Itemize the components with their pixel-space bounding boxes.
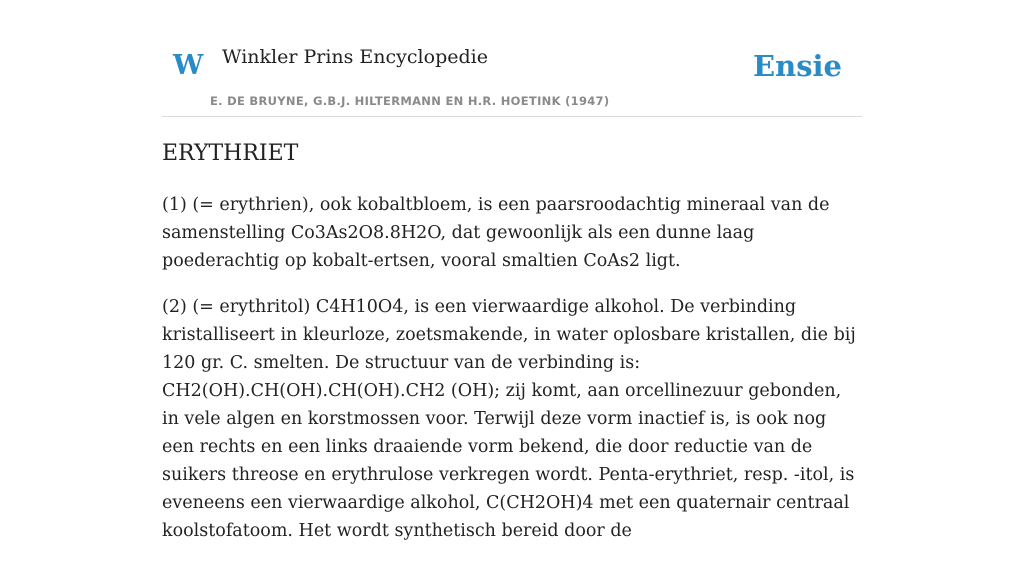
article-title: ERYTHRIET [162,141,299,166]
article-paragraph-1: (1) (= erythrien), ook kobaltbloem, is een paarsroodachtig mineraal van de samenstelling Co3As2O8.8H2O, dat gewoonlijk als een dunne laag poederachtig op kobalt-ertsen, vooral smaltien CoAs2 ligt. [162,194,830,271]
authors-line: E. DE BRUYNE, G.B.J. HILTERMANN EN H.R. HOETINK (1947) [210,94,610,108]
site-title[interactable]: Winkler Prins Encyclopedie [222,46,488,68]
winkler-prins-logo[interactable]: W [173,50,204,81]
article [162,140,862,563]
site-header [162,0,862,117]
article-paragraph-2: (2) (= erythritol) C4H10O4, is een vierwaardige alkohol. De verbinding kristalliseert in kleurloze, zoetsmakende, in water oplosbare kristallen, die bij 120 gr. C. smelten. De structuur van de verbinding is: CH2(OH).CH(OH).CH(OH).CH2 (OH); zij komt, aan orcellinezuur gebonden, in vele algen en korstmossen voor. Terwijl deze vorm inactief is, is ook nog een rechts en een links draaiende vorm bekend, die door reductie van de suikers threose en erythrulose verkregen wordt. Penta-erythriet, resp. -itol, is eveneens een vierwaardige alkohol, C(CH2OH)4 met een quaternair centraal koolstofatoom. Het wordt synthetisch bereid door de [162,296,856,541]
ensie-brand-link[interactable]: Ensie [753,49,842,83]
